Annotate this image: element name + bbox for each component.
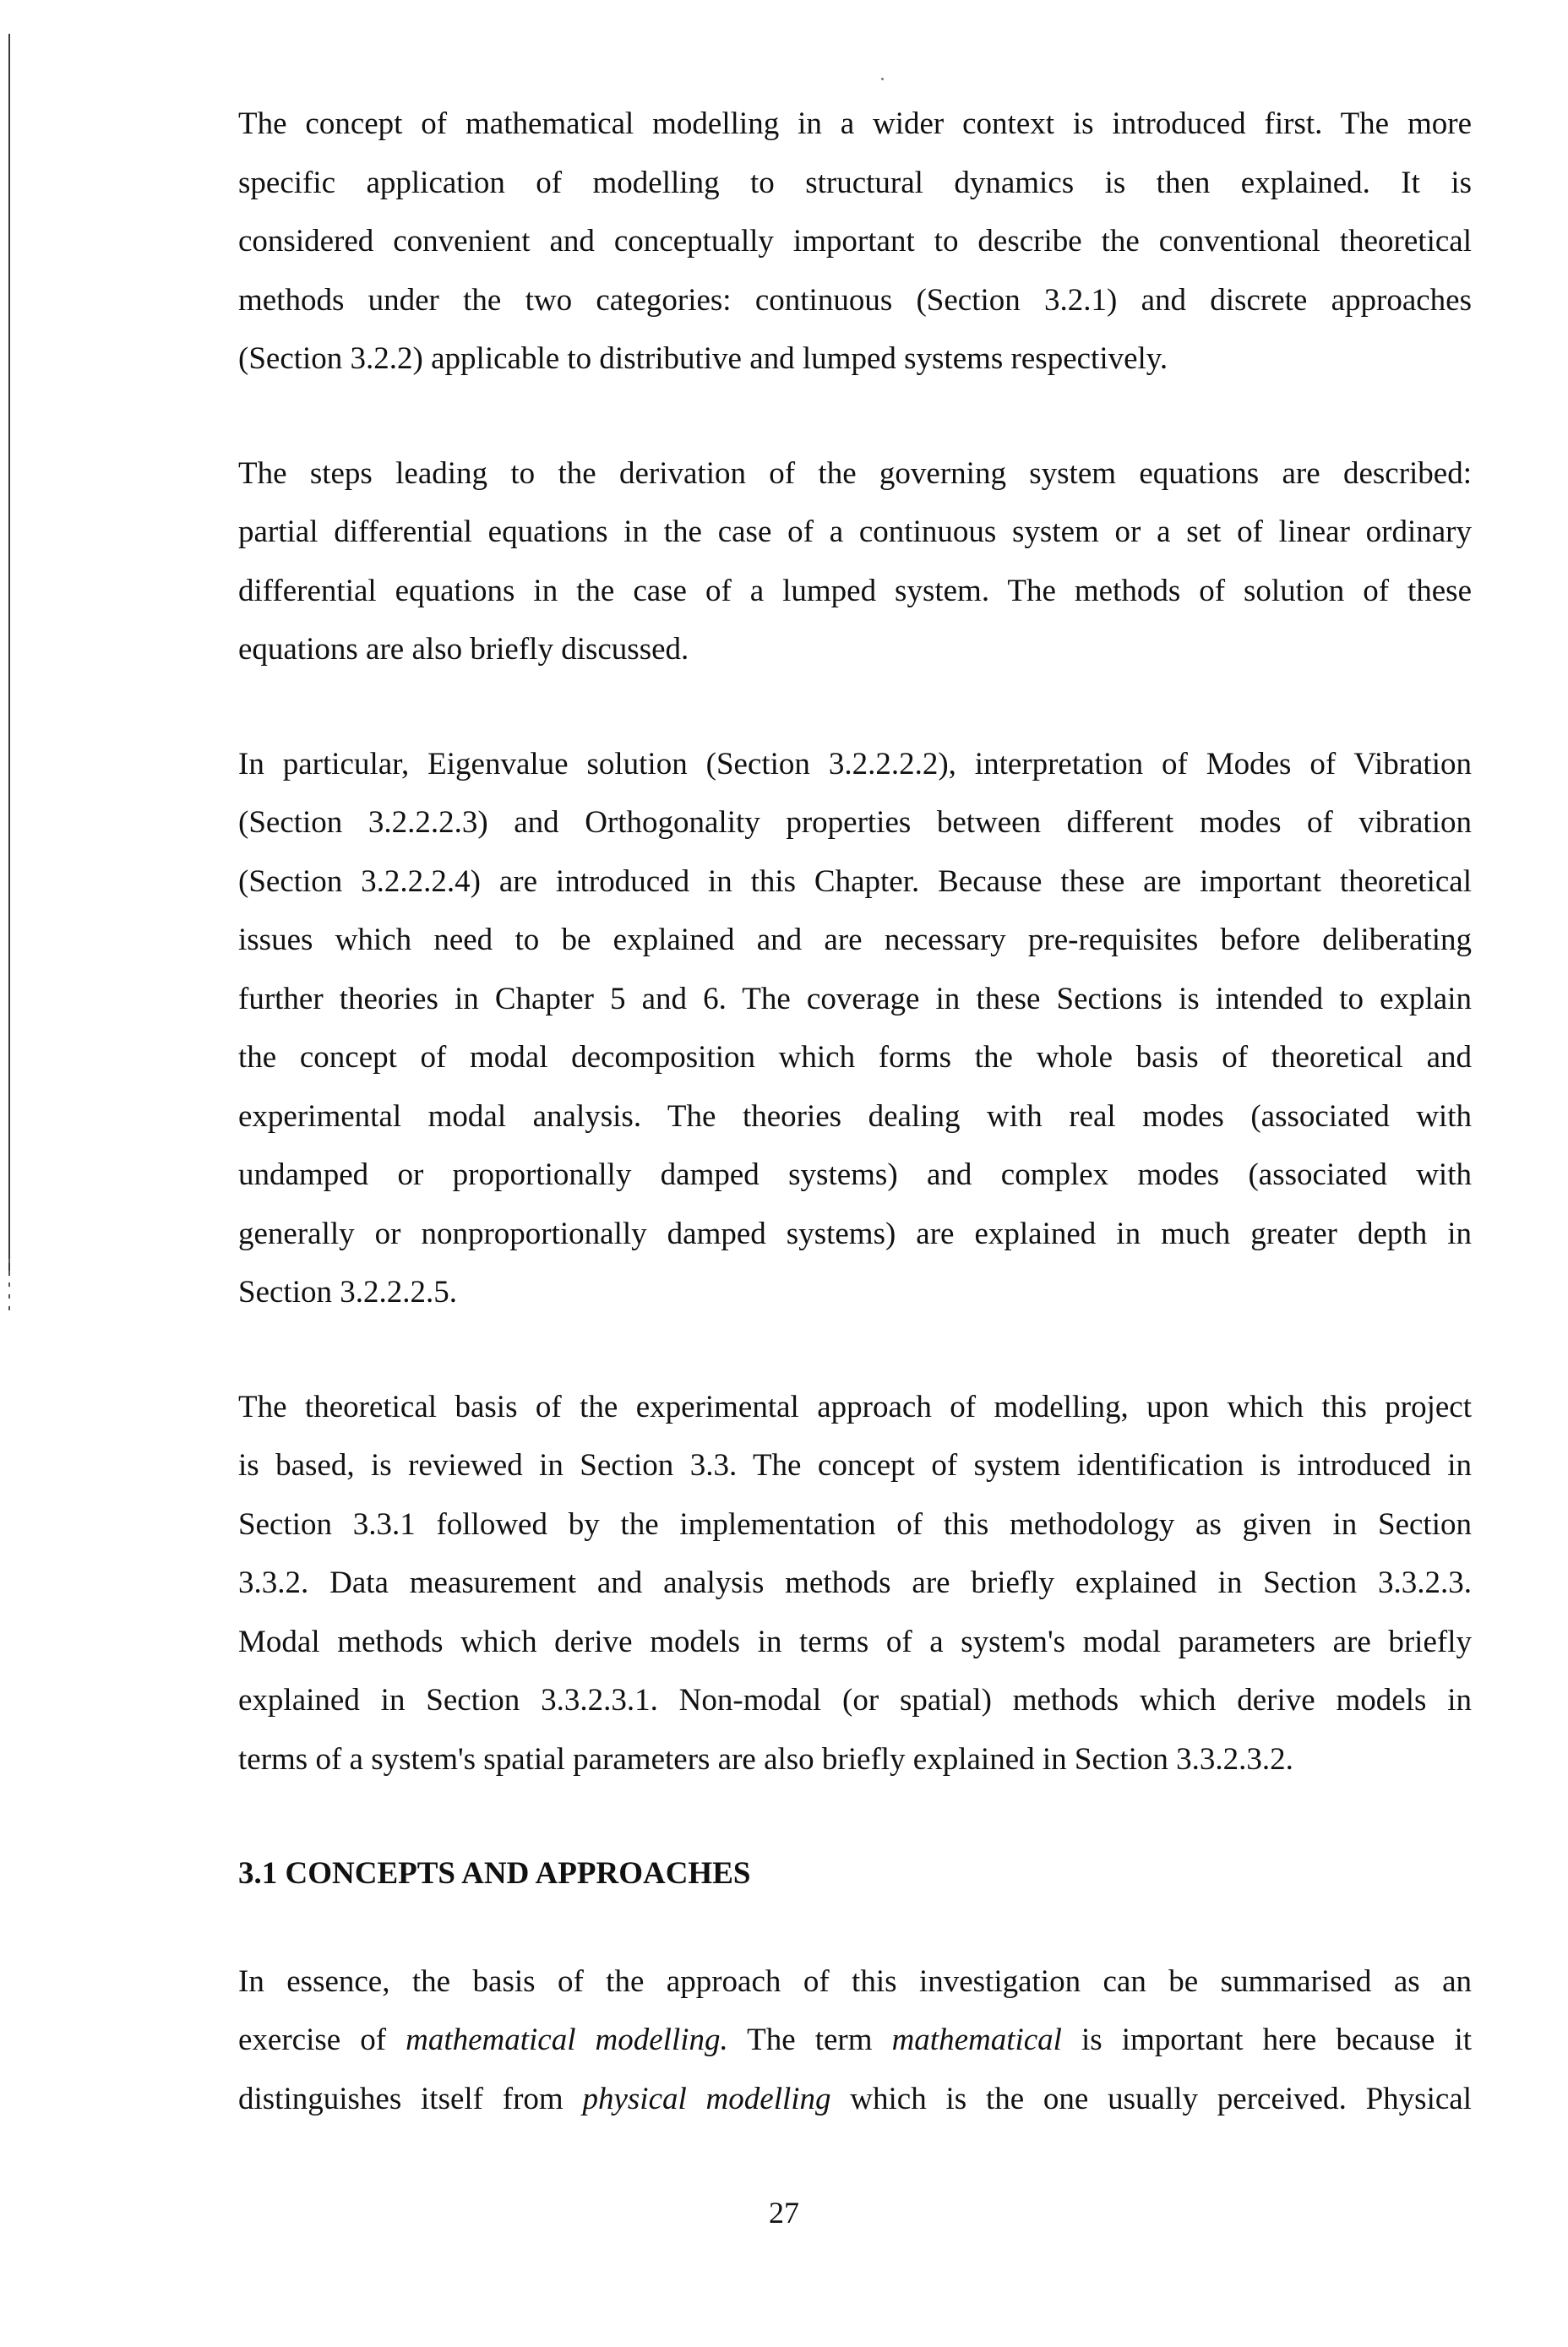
page-body bbox=[238, 95, 1472, 2184]
paragraph-intro bbox=[238, 95, 1472, 389]
text-line: specific application of modelling to structural dynamics is then explained. It is bbox=[238, 165, 1472, 200]
text-line: the concept of modal decomposition which forms the whole basis of theoretical and bbox=[238, 1040, 1472, 1075]
text-line: methods under the two categories: continuous (Section 3.2.1) and discrete approaches bbox=[238, 282, 1472, 318]
page-number: 27 bbox=[769, 2196, 799, 2230]
text-line: Modal methods which derive models in terms of a system's modal parameters are briefly bbox=[238, 1624, 1472, 1659]
text-line: generally or nonproportionally damped systems) are explained in much greater depth in bbox=[238, 1216, 1472, 1251]
scan-speck bbox=[881, 78, 884, 80]
text-line: (Section 3.2.2) applicable to distributive and lumped systems respectively. bbox=[238, 341, 1168, 376]
text-line: is based, is reviewed in Section 3.3. The concept of system identification is introduced in bbox=[238, 1448, 1472, 1483]
emphasis-term: mathematical modelling. bbox=[406, 2023, 728, 2057]
scan-left-edge bbox=[8, 34, 10, 1276]
text-run: exercise of bbox=[238, 2023, 406, 2057]
text-line: undamped or proportionally damped systems) and complex modes (associated with bbox=[238, 1157, 1472, 1192]
text-line: explained in Section 3.3.2.3.1. Non-modal (or spatial) methods which derive models in bbox=[238, 1683, 1472, 1718]
text-line: The steps leading to the derivation of the governing system equations are described: bbox=[238, 455, 1472, 491]
text-line: In particular, Eigenvalue solution (Section 3.2.2.2.2), interpretation of Modes of Vibration bbox=[238, 746, 1472, 781]
emphasis-term: physical modelling bbox=[582, 2081, 831, 2116]
text-run: distinguishes itself from bbox=[238, 2081, 583, 2116]
text-line: The concept of mathematical modelling in a wider context is introduced first. The more bbox=[238, 106, 1472, 141]
emphasis-term: mathematical bbox=[891, 2023, 1062, 2057]
text-run: is important here because it bbox=[1061, 2023, 1473, 2057]
text-line: In essence, the basis of the approach of this investigation can be summarised as an bbox=[238, 1963, 1472, 1999]
text-line: partial differential equations in the case of a continuous system or a set of linear ordinary bbox=[238, 515, 1472, 549]
paragraph-governing-equations bbox=[238, 444, 1472, 679]
scan-left-edge-marks bbox=[8, 1259, 10, 1318]
text-line: issues which need to be explained and are necessary pre-requisites before deliberating bbox=[238, 923, 1472, 957]
text-line bbox=[238, 2070, 1472, 2129]
text-line: experimental modal analysis. The theories dealing with real modes (associated with bbox=[238, 1098, 1472, 1134]
paragraph-concepts bbox=[238, 1952, 1472, 2129]
paragraph-experimental-basis bbox=[238, 1378, 1472, 1789]
text-line: further theories in Chapter 5 and 6. The coverage in these Sections is intended to explain bbox=[238, 981, 1472, 1016]
text-line: (Section 3.2.2.2.4) are introduced in this Chapter. Because these are important theoretical bbox=[238, 863, 1472, 899]
paragraph-eigenvalue bbox=[238, 735, 1472, 1322]
text-run: which is the one usually perceived. Physical bbox=[830, 2081, 1472, 2116]
text-run: The term bbox=[727, 2023, 892, 2057]
text-line: Section 3.2.2.2.5. bbox=[238, 1275, 457, 1310]
text-line: terms of a system's spatial parameters are also briefly explained in Section 3.3.2.3.2. bbox=[238, 1741, 1293, 1777]
section-heading: 3.1 CONCEPTS AND APPROACHES bbox=[238, 1856, 751, 1891]
text-line: Section 3.3.1 followed by the implementation of this methodology as given in Section bbox=[238, 1506, 1472, 1542]
text-line: The theoretical basis of the experimental approach of modelling, upon which this project bbox=[238, 1389, 1472, 1424]
text-line: 3.3.2. Data measurement and analysis methods are briefly explained in Section 3.3.2.3. bbox=[238, 1566, 1472, 1600]
text-line: considered convenient and conceptually important to describe the conventional theoretical bbox=[238, 224, 1472, 259]
text-line: equations are also briefly discussed. bbox=[238, 632, 689, 667]
text-line bbox=[238, 2011, 1472, 2070]
text-line: (Section 3.2.2.2.3) and Orthogonality properties between different modes of vibration bbox=[238, 805, 1472, 840]
text-line: differential equations in the case of a lumped system. The methods of solution of these bbox=[238, 573, 1472, 608]
